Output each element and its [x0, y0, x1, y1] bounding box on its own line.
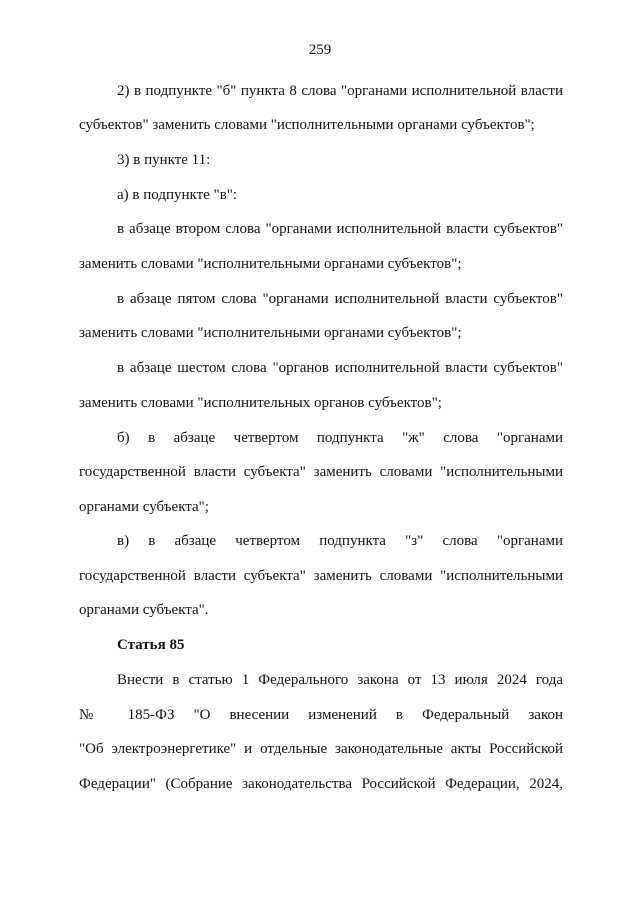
article-heading: Статья 85: [117, 637, 185, 653]
text-line: № 185-ФЗ "О внесении изменений в Федеральный закон: [79, 707, 563, 723]
text-line: государственной власти субъекта" заменить словами "исполнительными: [79, 464, 563, 480]
text-line: государственной власти субъекта" заменить словами "исполнительными: [79, 568, 563, 584]
text-line: Внести в статью 1 Федерального закона от 13 июля 2024 года: [117, 672, 563, 688]
text-line: заменить словами "исполнительными органами субъектов";: [79, 256, 462, 272]
text-line: органами субъекта";: [79, 499, 209, 515]
text-line: заменить словами "исполнительных органов субъектов";: [79, 395, 442, 411]
text-line: 3) в пункте 11:: [117, 152, 211, 168]
text-line: заменить словами "исполнительными органами субъектов";: [79, 325, 462, 341]
page-number: 259: [308, 42, 332, 58]
text-line: в) в абзаце четвертом подпункта "з" слова "органами: [117, 533, 563, 549]
text-line: органами субъекта".: [79, 602, 209, 618]
text-line: 2) в подпункте "б" пункта 8 слова "органами исполнительной власти: [117, 83, 563, 99]
text-line: в абзаце пятом слова "органами исполнительной власти субъектов": [117, 291, 563, 307]
text-line: Федерации" (Собрание законодательства Российской Федерации, 2024,: [79, 776, 563, 792]
text-line: б) в абзаце четвертом подпункта "ж" слова "органами: [117, 430, 563, 446]
text-line: субъектов" заменить словами "исполнительными органами субъектов";: [79, 117, 535, 133]
text-line: в абзаце втором слова "органами исполнительной власти субъектов": [117, 221, 563, 237]
text-line: в абзаце шестом слова "органов исполнительной власти субъектов": [117, 360, 563, 376]
text-line: а) в подпункте "в":: [117, 187, 238, 203]
text-line: "Об электроэнергетике" и отдельные законодательные акты Российской: [79, 741, 563, 757]
